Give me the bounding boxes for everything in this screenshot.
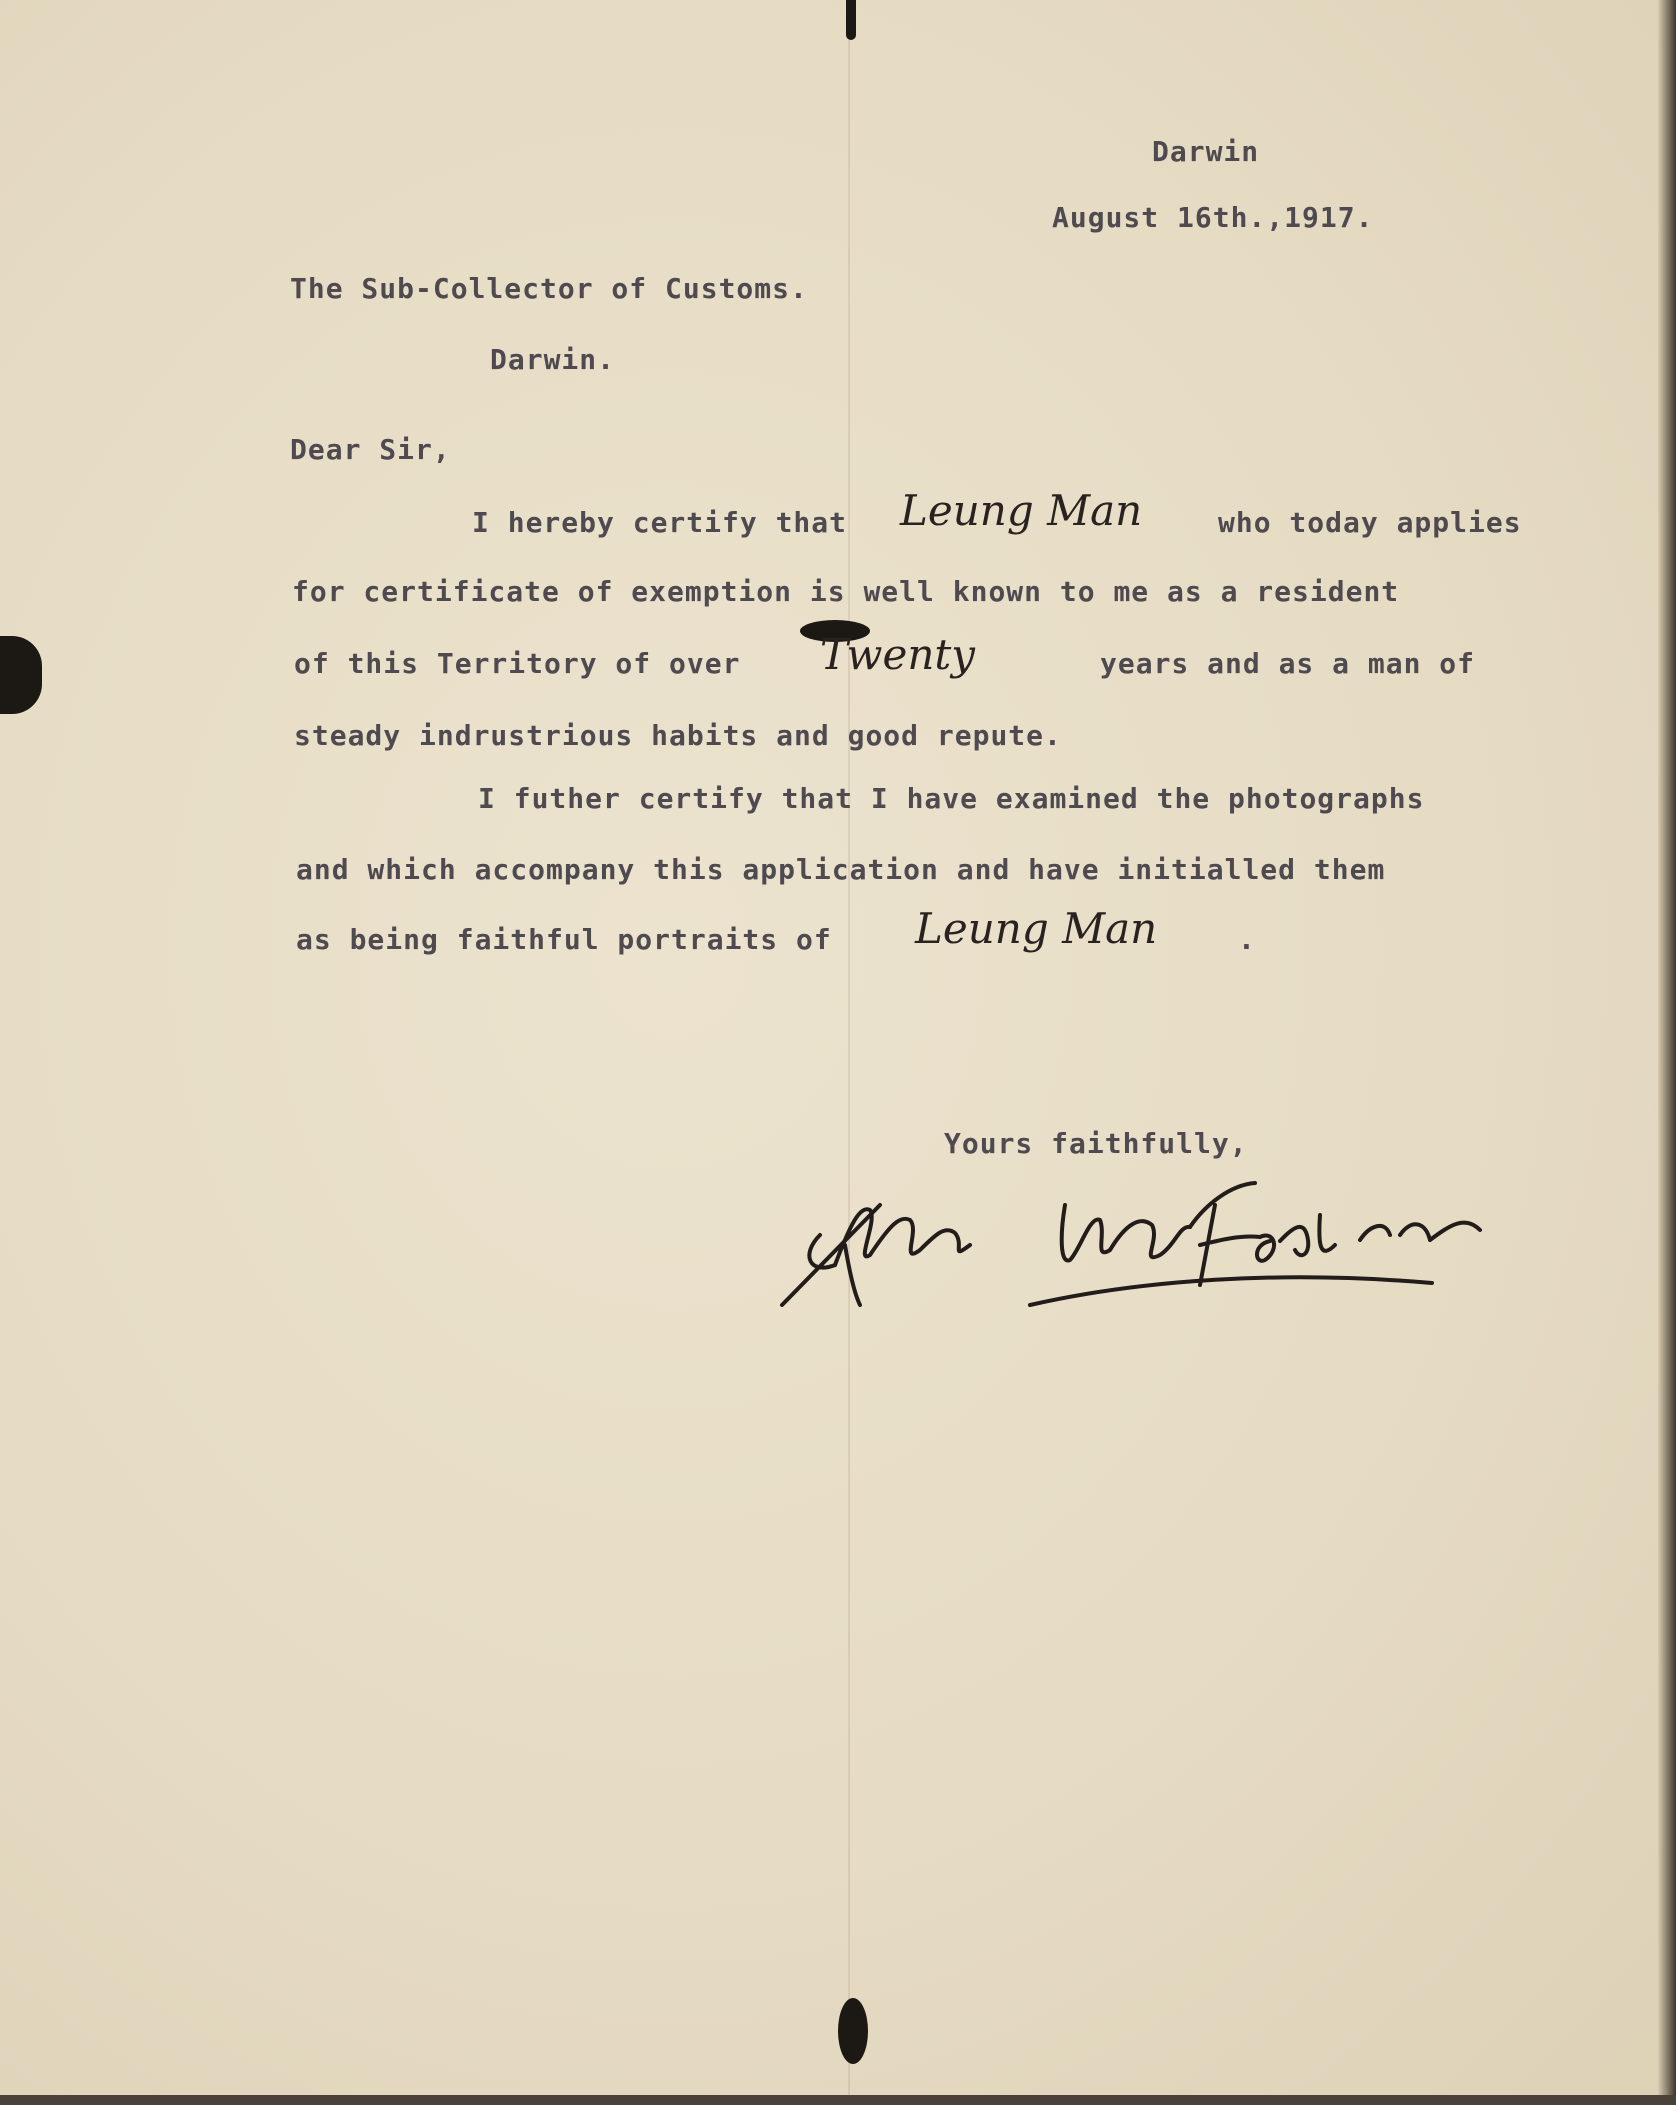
- place-heading: Darwin: [1152, 135, 1260, 168]
- para2-line2: and which accompany this application and have initialled them: [296, 853, 1386, 886]
- tear-mark-left: [0, 636, 42, 714]
- para2-line3-start: as being faithful portraits of: [296, 923, 832, 956]
- addressee-line-1: The Sub-Collector of Customs.: [290, 272, 808, 305]
- addressee-line-2: Darwin.: [490, 343, 616, 376]
- tear-mark-top: [846, 0, 856, 40]
- para1-line3-start: of this Territory of over: [294, 647, 741, 680]
- page-edge-bottom: [0, 2095, 1676, 2105]
- handwritten-name-1: Leung Man: [900, 486, 1143, 535]
- para1-line1-start: I hereby certify that: [472, 506, 848, 539]
- letter-date: August 16th.,1917.: [1052, 201, 1374, 234]
- tear-mark-bottom: [838, 1998, 868, 2064]
- para1-line2: for certificate of exemption is well known to me as a resident: [292, 575, 1400, 608]
- handwritten-years: Twenty: [820, 630, 975, 679]
- para2-period: .: [1238, 923, 1256, 956]
- closing: Yours faithfully,: [944, 1127, 1248, 1160]
- handwritten-signature: [760, 1145, 1500, 1345]
- para1-line1-end: who today applies: [1218, 506, 1522, 539]
- handwritten-name-2: Leung Man: [915, 904, 1158, 953]
- para1-line3-end: years and as a man of: [1100, 647, 1476, 680]
- para2-line1: I futher certify that I have examined the photographs: [478, 782, 1425, 815]
- salutation: Dear Sir,: [290, 433, 451, 466]
- page-fold: [848, 0, 850, 2105]
- page-edge-right: [1658, 0, 1676, 2105]
- para1-line4: steady indrustrious habits and good repute.: [294, 719, 1062, 752]
